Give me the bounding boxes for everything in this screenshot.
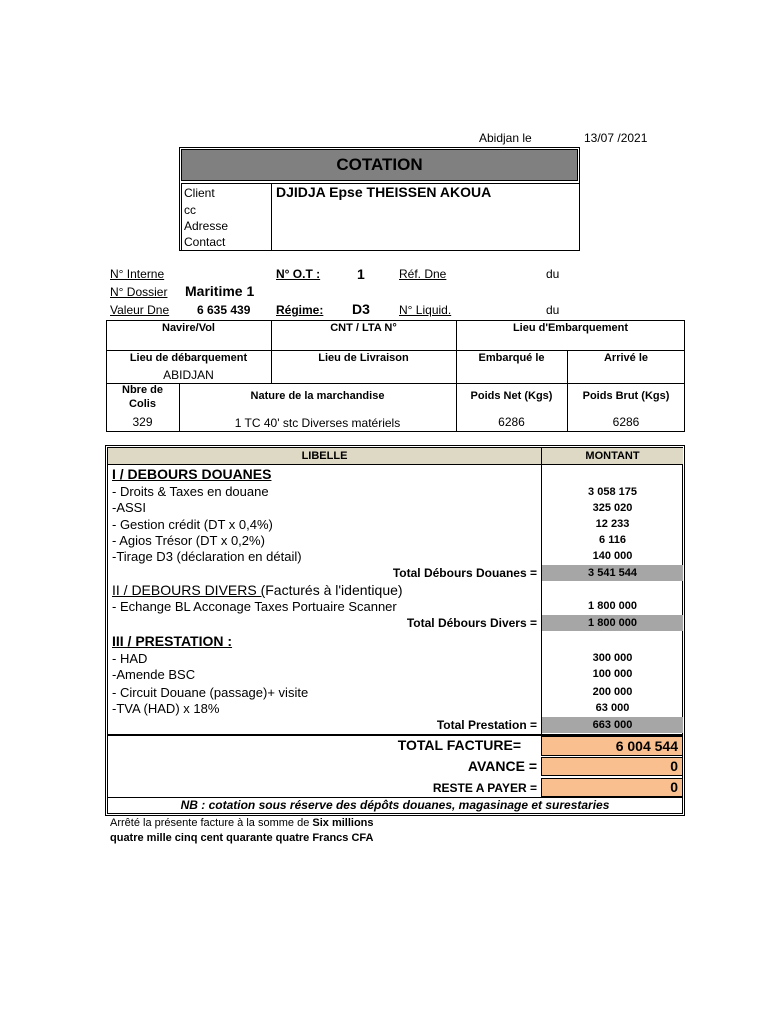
dossier-label: N° Dossier <box>110 285 168 299</box>
item-amount: 3 058 175 <box>588 486 637 498</box>
total-facture: 6 004 544 <box>541 736 683 756</box>
item-amount: 63 000 <box>595 702 630 714</box>
embarquement-label: Lieu d'Embarquement <box>512 322 629 334</box>
item-label: - Gestion crédit (DT x 0,4%) <box>112 517 273 532</box>
interne-label: N° Interne <box>110 267 165 281</box>
total-facture-label: TOTAL FACTURE= <box>397 737 521 753</box>
place-label: Abidjan le <box>479 131 532 145</box>
item-amount: 6 116 <box>599 534 626 546</box>
du-1: du <box>546 267 560 281</box>
du-2: du <box>546 303 560 317</box>
total-prestation: 663 000 <box>542 717 683 733</box>
debarquement-value: ABIDJAN <box>163 368 214 382</box>
regime-label: Régime: <box>276 303 324 317</box>
total-debours-douanes-label: Total Débours Douanes = <box>392 566 537 580</box>
navire-label: Navire/Vol <box>162 322 215 334</box>
col-montant: MONTANT <box>542 448 683 464</box>
item-label: - Droits & Taxes en douane <box>112 484 269 499</box>
reste-label: RESTE A PAYER = <box>432 781 537 795</box>
adresse-label: Adresse <box>184 219 229 233</box>
total-debours-divers: 1 800 000 <box>542 615 683 631</box>
ot-label: N° O.T : <box>276 267 321 281</box>
item-label: -Tirage D3 (déclaration en détail) <box>112 549 302 564</box>
valeur-value: 6 635 439 <box>197 303 251 317</box>
item-amount: 100 000 <box>592 668 633 680</box>
col-libelle: LIBELLE <box>108 448 541 464</box>
section-debours-divers-title: II / DEBOURS DIVERS ( <box>112 582 266 598</box>
contact-label: Contact <box>184 235 226 249</box>
avance-label: AVANCE = <box>467 758 537 774</box>
poids-net-value: 6286 <box>498 415 525 429</box>
reste-value: 0 <box>541 778 683 797</box>
colis-value: 329 <box>132 415 153 429</box>
nb-note: NB : cotation sous réserve des dépôts douanes, magasinage et surestaries <box>180 798 610 812</box>
total-debours-douanes: 3 541 544 <box>542 565 683 581</box>
item-label: - Circuit Douane (passage)+ visite <box>112 685 309 700</box>
section-prestation: III / PRESTATION : <box>112 633 233 649</box>
poids-brut-label: Poids Brut (Kgs) <box>582 390 670 402</box>
cnt-label: CNT / LTA N° <box>330 322 397 334</box>
colis-label-2: Colis <box>129 398 156 410</box>
item-label: - HAD <box>112 651 148 666</box>
embarque-label: Embarqué le <box>478 352 545 364</box>
item-amount: 140 000 <box>592 550 633 562</box>
livraison-label: Lieu de Livraison <box>318 352 409 364</box>
item-amount: 200 000 <box>592 686 633 698</box>
section-debours-douanes: I / DEBOURS DOUANES <box>112 466 272 482</box>
date-value: 13/07 /2021 <box>584 131 648 145</box>
cotation-title: COTATION <box>181 149 578 181</box>
dossier-value: Maritime 1 <box>185 283 255 299</box>
liquid-label: N° Liquid. <box>399 303 452 317</box>
amount-words-prefix: Arrêté la présente facture à la somme de <box>110 817 313 829</box>
item-amount: 1 800 000 <box>588 600 637 612</box>
ot-value: 1 <box>357 266 365 282</box>
item-amount: 325 020 <box>592 502 633 514</box>
item-label: - Agios Trésor (DT x 0,2%) <box>112 533 265 548</box>
section-debours-divers <box>112 582 403 598</box>
amount-words-line1 <box>110 817 374 829</box>
amount-words-line2: quatre mille cinq cent quarante quatre Francs CFA <box>110 832 374 844</box>
total-debours-divers-label: Total Débours Divers = <box>406 616 537 630</box>
colis-label-1: Nbre de <box>122 384 163 396</box>
cc-label: cc <box>184 203 196 217</box>
client-label: Client <box>184 186 215 200</box>
poids-brut-value: 6286 <box>612 415 640 429</box>
total-prestation-label: Total Prestation = <box>436 718 537 732</box>
valeur-label: Valeur Dne <box>110 303 170 317</box>
amount-words-amount: Six millions <box>312 817 374 829</box>
client-name: DJIDJA Epse THEISSEN AKOUA <box>276 184 492 200</box>
item-amount: 12 233 <box>595 518 630 530</box>
item-label: -ASSI <box>112 500 146 515</box>
item-label: -TVA (HAD) x 18% <box>112 701 220 716</box>
ref-dne-label: Réf. Dne <box>399 267 447 281</box>
avance-value: 0 <box>541 757 683 776</box>
item-label: - Echange BL Acconage Taxes Portuaire Scanner <box>112 599 397 614</box>
debarquement-label: Lieu de débarquement <box>129 352 248 364</box>
item-amount: 300 000 <box>592 652 633 664</box>
regime-value: D3 <box>352 301 370 317</box>
section-debours-divers-note: Facturés à l'identique) <box>265 582 403 598</box>
arrive-label: Arrivé le <box>603 352 649 364</box>
poids-net-label: Poids Net (Kgs) <box>470 390 553 402</box>
nature-value: 1 TC 40' stc Diverses matériels <box>234 416 401 430</box>
item-label: -Amende BSC <box>112 667 196 682</box>
nature-label: Nature de la marchandise <box>250 390 385 402</box>
